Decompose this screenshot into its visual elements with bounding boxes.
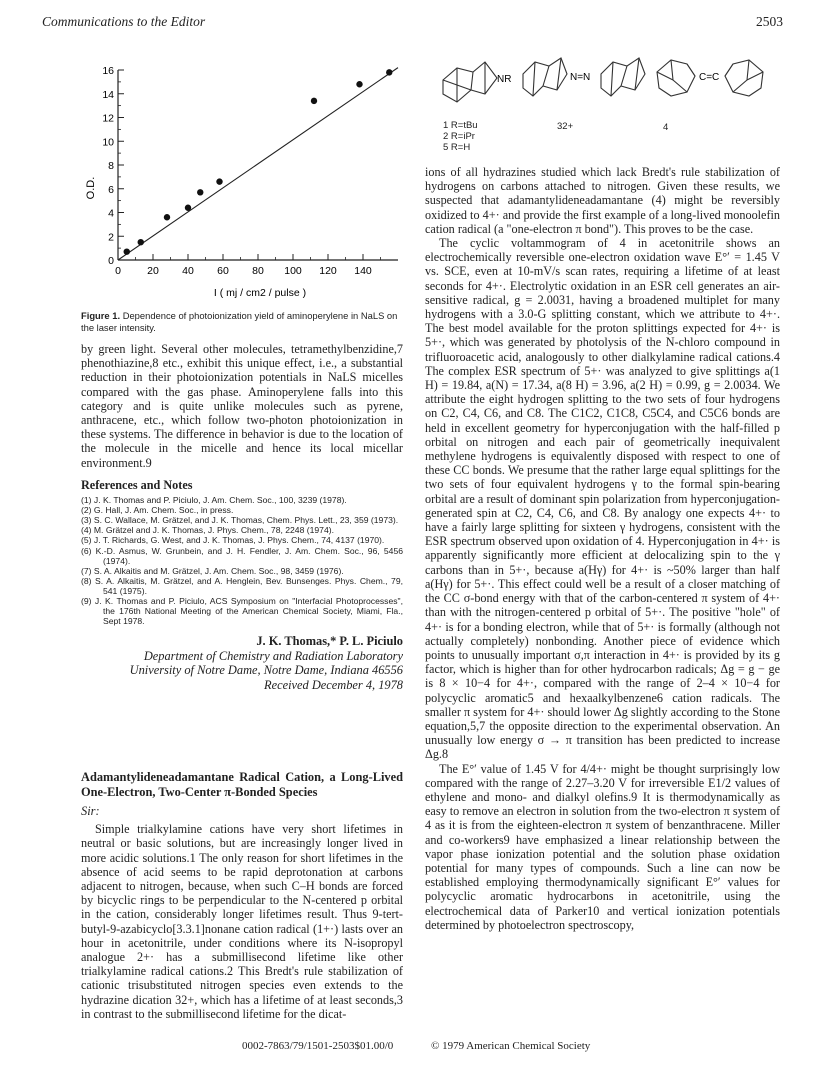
x-tick-label: 140 xyxy=(354,265,372,277)
label-r-tbu: 1 R=tBu xyxy=(443,120,478,131)
figure-caption-label: Figure 1. xyxy=(81,310,121,321)
footer-code: 0002-7863/79/1501-2503$01.00/0 xyxy=(242,1040,394,1052)
figure-1-chart xyxy=(80,58,400,304)
y-tick-label: 8 xyxy=(108,160,114,172)
chart-ticks xyxy=(102,65,380,277)
x-tick-label: 60 xyxy=(217,265,229,277)
right-paragraph-1: ions of all hydrazines studied which lack Bredt's rule stabilization of hydrogens on carbons attached to nitrogen. Given these results, we suspected that adamantylideneadamantane (4) might be reversibly oxidized to 4+· and provide the first example of a long-lived monoolefin cation radical (a "one-electron π bond"). This proves to be the case. xyxy=(425,165,780,236)
label-r-h: 5 R=H xyxy=(443,142,471,153)
fit-line xyxy=(118,68,398,260)
references-list xyxy=(81,495,403,626)
data-point xyxy=(138,239,144,245)
data-point xyxy=(216,178,222,184)
page-number: 2503 xyxy=(756,14,783,29)
right-column xyxy=(425,165,780,932)
affiliation-university: University of Notre Dame, Notre Dame, Indiana 46556 xyxy=(129,663,403,678)
data-point xyxy=(185,205,191,211)
reference-item: (6) K.-D. Asmus, W. Grunbein, and J. H. Fendler, J. Am. Chem. Soc., 96, 5456 (1974). xyxy=(81,545,403,566)
reference-item: (2) G. Hall, J. Am. Chem. Soc., in press. xyxy=(81,505,234,516)
figure-caption xyxy=(81,310,403,333)
authors: J. K. Thomas,* P. L. Piciulo xyxy=(256,634,403,649)
footer-copyright: © 1979 American Chemical Society xyxy=(431,1040,591,1052)
running-head: Communications to the Editor xyxy=(42,14,206,29)
y-tick-label: 16 xyxy=(102,65,114,77)
structure-4-label: 4 xyxy=(663,122,669,133)
structure-1-labels xyxy=(443,120,478,153)
left-column xyxy=(81,342,403,692)
x-axis-label: I ( mj / cm2 / pulse ) xyxy=(213,287,307,299)
data-point xyxy=(164,214,170,220)
chart-points xyxy=(124,69,393,255)
y-tick-label: 12 xyxy=(102,112,114,125)
structure-cc-label: C=C xyxy=(699,72,720,83)
left-column-article xyxy=(81,770,403,1021)
reference-item: (3) S. C. Wallace, M. Grätzel, and J. K. Thomas, Chem. Phys. Lett., 23, 359 (1973). xyxy=(81,515,399,526)
y-axis-label: O.D. xyxy=(85,176,97,200)
chemical-structures xyxy=(425,50,785,145)
author-block xyxy=(81,634,403,692)
affiliation-department: Department of Chemistry and Radiation Laboratory xyxy=(143,648,403,663)
reference-item: (4) M. Grätzel and J. K. Thomas, J. Phys. Chem., 78, 2248 (1974). xyxy=(81,525,334,536)
data-point xyxy=(386,69,392,75)
right-paragraph-2: The cyclic voltammogram of 4 in acetonitrile shows an electrochemically reversible one-electron oxidation wave E°′ = 1.45 V vs. SCE, even at 10-mV/s scan rates, requiring a lifetime of at least seconds for 4+·. Electrolytic oxidation in an ESR cell generates an air-sensitive radical, g = 2.0031, having a broadened multiplet for many hydrogens with a 3.0-G splitting constant, which we attribute to 4+·. The best model available for the proton splittings expected for 4+· is 5+·, which was generated by photolysis of the N-chloro compound in trifluoroacetic acid, analogously to other dialkylamine radical cations.4 The complex ESR spectrum of 5+· was analyzed to give splittings a(1 H) = 19.84, a(N) = 17.34, a(8 H) = 3.96, a(2 H) = 0.99, g = 2.0034. We attribute the eight hydrogen splitting to the two sets of four hydrogens on C2, C4, C6, and C8. The C1C2, C1C8, C5C4, and C5C6 bonds are held in excellent geometry for hyperconjugation with the half-filled p orbital on nitrogen and each pair of geometrically inequivalent methylene hydrogens is equivalently disposed with respect to one of these CC bonds. We presume that the rather large equal splittings for the two sets of four equivalent hydrogens γ to the formal spin-bearing orbital are a result of dominant spin polarization from hyperconjugation-generated spin at C2, C4, C6, and C8. By analogy one expects 4+· to have a fairly large splitting for sixteen γ hydrogens, consistent with the ESR spectrum observed upon oxidation of 4. Hyperconjugation in 4+· is apparently significantly more efficient at delocalizing spin to the γ carbons than in 5+·, because a(Hγ) for 4+· is ~50% larger than half a(Hγ) for 5+·. This effect could well be a result of a closer matching of the CC σ-bond energy with that of the carbon-centered π system of 4+· than with the nitrogen-centered p orbital of 5+·. The positive "hole" of 4+· is for a bonding electron, while that of 5+· is formally (although not actually completely) nonbonding. Another piece of evidence which points to unusually important σ,π interaction in 4+· is provided by its g factor, which is higher than for other hydrocarbon radicals; Δg = g − ge is 8 × 10−4 for 4+·, compared with the range of 2–4 × 10−4 for polycyclic aromatic5 and hexaalkylbenzene6 cation radicals. The smaller π system for 4+· should lower Δg slightly according to the Stone equation,5,7 the opposite direction to the experimental observation. An unusually low energy σ → π transition has been predicted to increase Δg.8 xyxy=(425,236,780,762)
salutation: Sir: xyxy=(81,804,100,818)
y-tick-label: 6 xyxy=(108,183,114,196)
x-tick-label: 120 xyxy=(319,265,337,277)
y-tick-label: 2 xyxy=(108,231,114,244)
y-tick-label: 4 xyxy=(108,207,114,220)
figure-caption-text: Dependence of photoionization yield of aminoperylene in NaLS on the laser intensity. xyxy=(81,310,398,333)
reference-item: (1) J. K. Thomas and P. Piciulo, J. Am. Chem. Soc., 100, 3239 (1978). xyxy=(81,495,347,506)
reference-item: (7) S. A. Alkaitis and M. Grätzel, J. Am. Chem. Soc., 98, 3459 (1976). xyxy=(81,565,344,576)
y-tick-label: 0 xyxy=(108,255,114,267)
left-paragraph-1: by green light. Several other molecules, tetramethylbenzidine,7 phenothiazine,8 etc., exhibit this unique effect, i.e., a substantial reduction in their photoionization potentials in NaLS micelles compared with the gas phase. Aminoperylene falls into this category and is quite unlike molecules such as pyrene, anthracene, etc., which follow two-photon photoionization in these systems. The difference in behavior is due to the location of the molecule in the micelle and hence its local micellar environment.9 xyxy=(81,342,403,470)
data-point xyxy=(197,189,203,195)
y-tick-label: 10 xyxy=(102,136,114,149)
received-date: Received December 4, 1978 xyxy=(264,677,403,692)
structure-3-label: 32+ xyxy=(557,121,574,132)
x-tick-label: 0 xyxy=(115,265,121,277)
structure-nn-label: N=N xyxy=(570,72,591,83)
reference-item: (9) J. K. Thomas and P. Piciulo, ACS Symposium on "Interfacial Photoprocesses", the 176th National Meeting of the American Chemical Society, Miami, Fla., Sept 1978. xyxy=(81,595,403,627)
chart-fit-line xyxy=(118,68,398,260)
data-point xyxy=(311,98,317,104)
x-tick-label: 40 xyxy=(182,265,194,277)
x-tick-label: 100 xyxy=(284,265,302,277)
x-tick-label: 80 xyxy=(252,265,264,277)
right-paragraph-3: The E°′ value of 1.45 V for 4/4+· might be thought surprisingly low compared with the range of 2.27–3.20 V for irreversible E1/2 values of ethylene and mono- and dialkyl olefins.9 It is thermodynamically as easy to remove an electron in solution from the two-electron π system of 4 as it is from the eighteen-electron π system of benzanthracene. Miller and co-workers9 have emphasized a linear relationship between the vapor phase ionization potential and the solution phase oxidation potential for many types of compounds. Such a line can now be established employing thermodynamically significant E°′ values for polycyclic aromatic hydrocarbons in acetonitrile, using the electrochemical data of Parker10 and vertical ionization potentials determined by photoelectron spectroscopy, xyxy=(425,761,780,932)
y-tick-label: 14 xyxy=(102,88,114,101)
reference-item: (5) J. T. Richards, G. West, and J. K. Thomas, J. Phys. Chem., 74, 4137 (1970). xyxy=(81,535,385,546)
left-paragraph-2: Simple trialkylamine cations have very short lifetimes in neutral or basic solutions, but are increasingly longer lived in more acidic solutions.1 The only reason for short lifetimes in the absence of acid seems to be rapid deprotonation at carbons adjacent to nitrogen, because, when such C–H bonds are forced by bicyclic rings to be perpendicular to the N-centered p orbital in the cation, considerably longer lifetimes result. Thus 9-tert-butyl-9-azabicyclo[3.3.1]nonane cation radical (1+·) lasts over an hour in acetonitrile, under conditions where its N-isopropyl analogue 2+· has a submillisecond lifetime like other trialkylamine radical cations.2 This Bredt's rule stabilization of cationic trisubstituted nitrogen species even extends to the hydrazine dication 32+, which has a lifetime of at least seconds,3 in contrast to the submillisecond lifetime for the dicat- xyxy=(81,822,403,1021)
article-title: Adamantylideneadamantane Radical Cation, a Long-Lived One-Electron, Two-Center π-Bonded Species xyxy=(81,770,403,799)
data-point xyxy=(124,248,130,254)
reference-item: (8) S. A. Alkaitis, M. Grätzel, and A. Henglein, Bev. Bunsenges. Phys. Chem., 79, 541 (1975). xyxy=(81,575,403,596)
label-r-ipr: 2 R=iPr xyxy=(443,131,475,142)
structure-nr-label: NR xyxy=(497,74,512,85)
references-heading: References and Notes xyxy=(81,477,193,492)
structure-azabicyclononane xyxy=(443,62,497,102)
data-point xyxy=(356,81,362,87)
x-tick-label: 20 xyxy=(147,265,159,277)
